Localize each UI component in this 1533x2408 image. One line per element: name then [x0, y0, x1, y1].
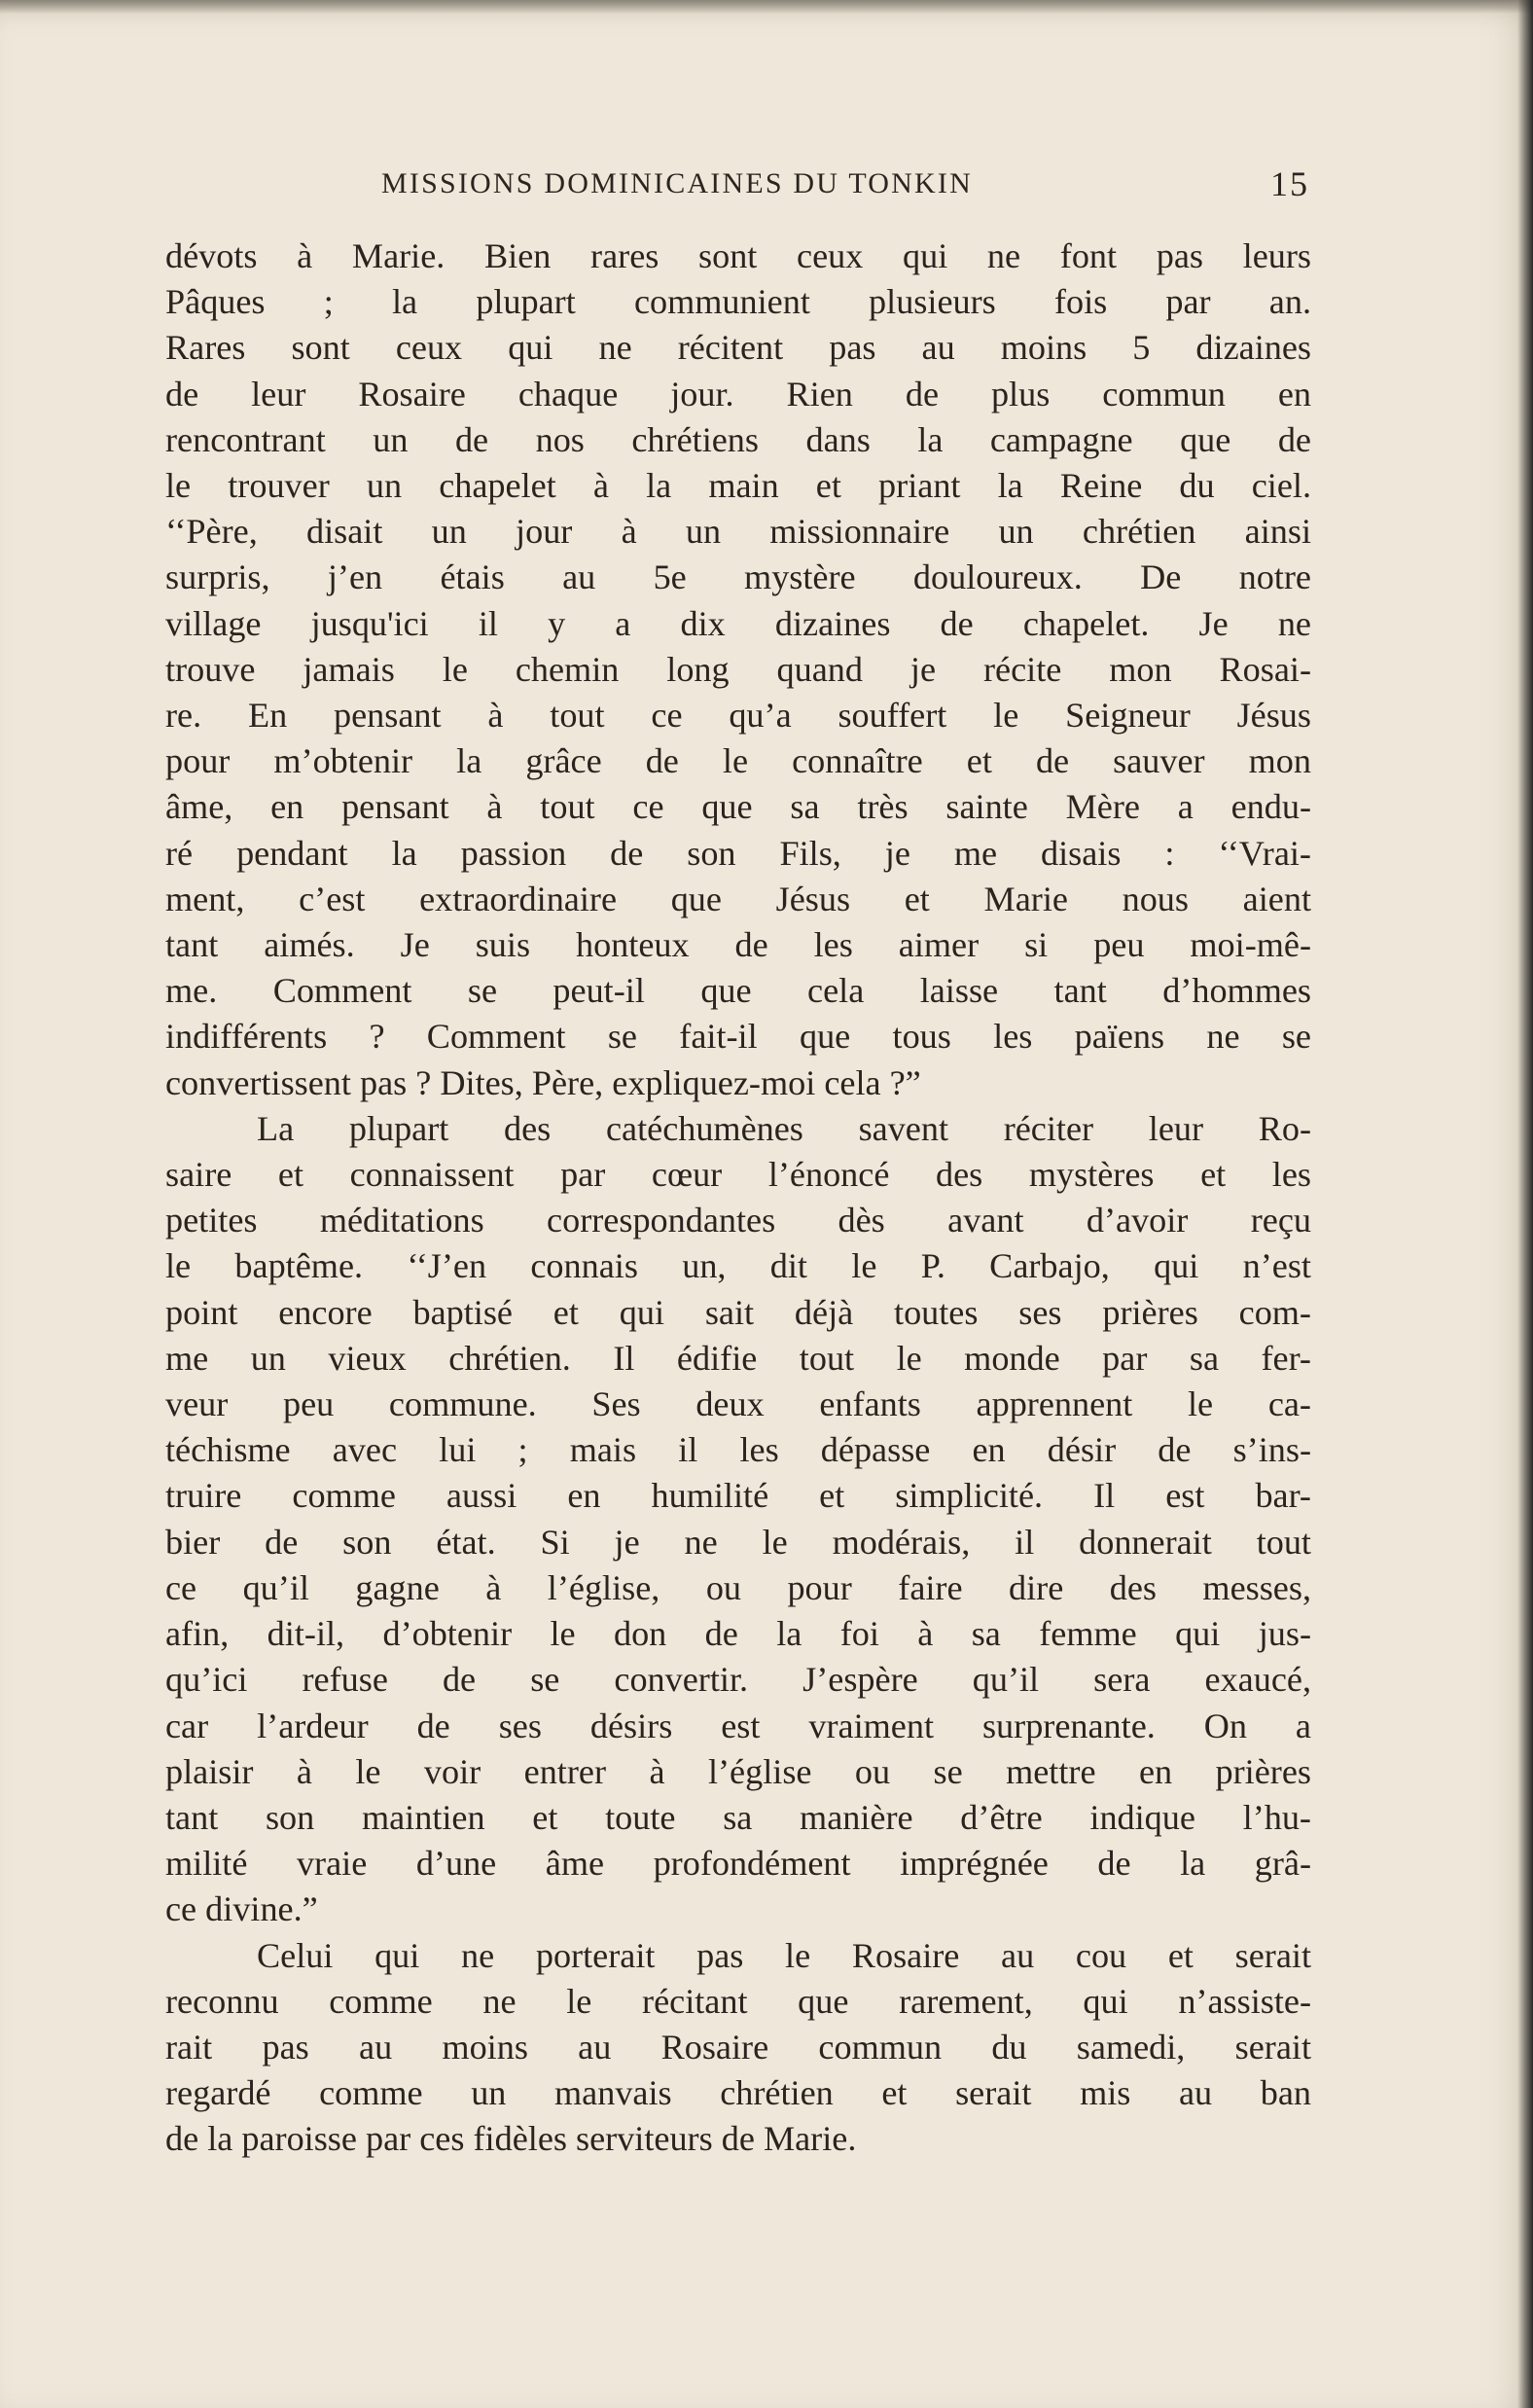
text-line: âme, en pensant à tout ce que sa très sainte Mère a endu-	[165, 787, 1311, 827]
text-line: tant son maintien et toute sa manière d’être indique l’hu-	[165, 1797, 1311, 1837]
text-line: indifférents ? Comment se fait-il que tous les païens ne se	[165, 1017, 1311, 1057]
text-line: de leur Rosaire chaque jour. Rien de plus commun en	[165, 374, 1311, 413]
text-line: point encore baptisé et qui sait déjà toutes ses prières com-	[165, 1292, 1311, 1332]
text-line: saire et connaissent par cœur l’énoncé des mystères et les	[165, 1155, 1311, 1195]
text-line: truire comme aussi en humilité et simplicité. Il est bar-	[165, 1476, 1311, 1516]
text-line: surpris, j’en étais au 5e mystère douloureux. De notre	[165, 557, 1311, 597]
text-line: re. En pensant à tout ce qu’a souffert le Seigneur Jésus	[165, 696, 1311, 736]
page-top-shadow	[0, 0, 1533, 14]
text-line: milité vraie d’une âme profondément imprégnée de la grâ-	[165, 1844, 1311, 1884]
text-line: le trouver un chapelet à la main et priant la Reine du ciel.	[165, 466, 1311, 506]
text-line: regardé comme un manvais chrétien et serait mis au ban	[165, 2073, 1311, 2113]
text-line: dévots à Marie. Bien rares sont ceux qui ne font pas leurs	[165, 236, 1311, 275]
text-line: car l’ardeur de ses désirs est vraiment surprenante. On a	[165, 1706, 1311, 1745]
text-line: de la paroisse par ces fidèles serviteurs de Marie.	[165, 2119, 857, 2159]
text-line: tant aimés. Je suis honteux de les aimer si peu moi-mê-	[165, 925, 1311, 965]
page-binding-edge	[1517, 0, 1533, 2408]
text-line: reconnu comme ne le récitant que rarement, qui n’assiste-	[165, 1981, 1311, 2021]
text-line: qu’ici refuse de se convertir. J’espère qu’il sera exaucé,	[165, 1660, 1311, 1700]
text-line: ce qu’il gagne à l’église, ou pour faire dire des messes,	[165, 1567, 1311, 1607]
text-line: pour m’obtenir la grâce de le connaître et de sauver mon	[165, 741, 1311, 781]
text-line: ré pendant la passion de son Fils, je me disais : ‘‘Vrai-	[165, 833, 1311, 873]
text-line: Pâques ; la plupart communient plusieurs fois par an.	[165, 282, 1311, 322]
text-line: Rares sont ceux qui ne récitent pas au moins 5 dizaines	[165, 328, 1311, 368]
text-line: trouve jamais le chemin long quand je récite mon Rosai-	[165, 649, 1311, 689]
text-line: rencontrant un de nos chrétiens dans la campagne que de	[165, 419, 1311, 459]
page-number: 15	[1270, 164, 1309, 203]
text-line: afin, dit-il, d’obtenir le don de la foi à sa femme qui jus-	[165, 1614, 1311, 1654]
text-line: petites méditations correspondantes dès avant d’avoir reçu	[165, 1201, 1311, 1240]
text-line: rait pas au moins au Rosaire commun du samedi, serait	[165, 2027, 1311, 2067]
text-line: veur peu commune. Ses deux enfants apprennent le ca-	[165, 1384, 1311, 1424]
text-line: Celui qui ne porterait pas le Rosaire au cou et serait	[257, 1935, 1311, 1975]
running-title: MISSIONS DOMINICAINES DU TONKIN	[381, 167, 973, 199]
text-line: La plupart des catéchumènes savent réciter leur Ro-	[257, 1108, 1311, 1148]
text-line: ‘‘Père, disait un jour à un missionnaire un chrétien ainsi	[165, 512, 1311, 552]
text-line: bier de son état. Si je ne le modérais, il donnerait tout	[165, 1522, 1311, 1562]
text-line: village jusqu'ici il y a dix dizaines de chapelet. Je ne	[165, 603, 1311, 643]
text-line: ment, c’est extraordinaire que Jésus et Marie nous aient	[165, 879, 1311, 918]
text-line: me un vieux chrétien. Il édifie tout le monde par sa fer-	[165, 1338, 1311, 1378]
text-line: ce divine.”	[165, 1889, 318, 1929]
text-line: convertissent pas ? Dites, Père, expliquez-moi cela ?”	[165, 1062, 921, 1102]
text-line: me. Comment se peut-il que cela laisse tant d’hommes	[165, 971, 1311, 1011]
text-line: téchisme avec lui ; mais il les dépasse en désir de s’ins-	[165, 1430, 1311, 1470]
page-header	[167, 163, 1309, 212]
text-line: le baptême. ‘‘J’en connais un, dit le P. Carbajo, qui n’est	[165, 1246, 1311, 1286]
text-line: plaisir à le voir entrer à l’église ou se mettre en prières	[165, 1751, 1311, 1791]
body-text	[165, 234, 1311, 2163]
